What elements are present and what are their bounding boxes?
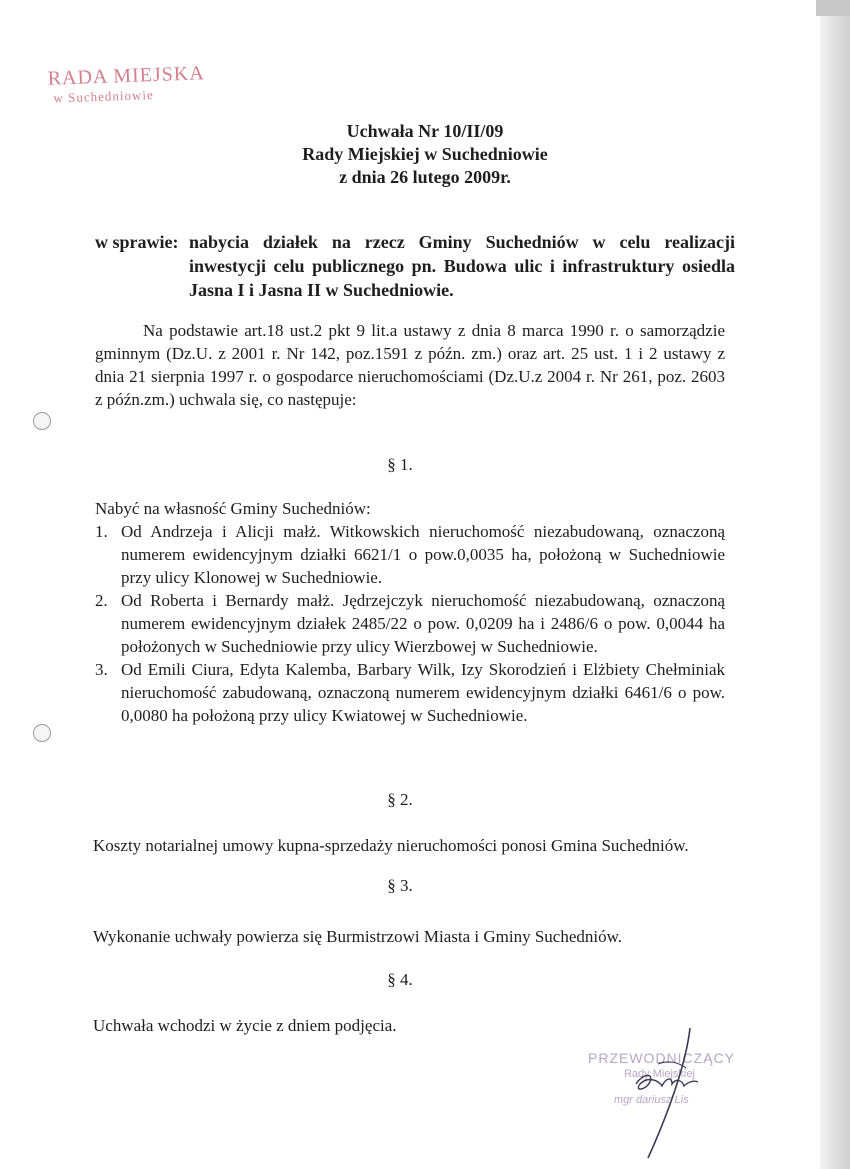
resolution-date: z dnia 26 lutego 2009r. [339, 167, 511, 187]
preamble: Na podstawie art.18 ust.2 pkt 9 lit.a ustawy z dnia 8 marca 1990 r. o samorządzie gminnym (Dz.U. z 2001 r. Nr 142, poz.1591 z późn. zm.) oraz art. 25 ust. 1 i 2 ustawy z dnia 21 sierpnia 1997 r. o gospodarce nieruchomościami (Dz.U.z 2004 r. Nr 261, poz. 2603 z późn.zm.) uchwala się, co następuje: [95, 321, 725, 409]
resolution-issuer: Rady Miejskiej w Suchedniowie [302, 144, 548, 164]
chairman-stamp-name: mgr dariusz Lis [614, 1094, 689, 1106]
parcel-list [95, 520, 725, 727]
chairman-stamp-org: Rady Miejskiej [624, 1068, 695, 1080]
subject-label: w sprawie: [95, 232, 179, 252]
punch-hole [33, 724, 51, 742]
resolution-number: Uchwała Nr 10/II/09 [346, 121, 504, 141]
section-2-text: Koszty notarialnej umowy kupna-sprzedaży nieruchomości ponosi Gmina Suchedniów. [93, 836, 689, 855]
list-item-number: 3. [95, 660, 108, 679]
section-1-intro: Nabyć na własność Gminy Suchedniów: [95, 499, 371, 518]
council-stamp [47, 63, 205, 104]
list-item-text: Od Roberta i Bernardy małż. Jędrzejczyk nieruchomość niezabudowaną, oznaczoną numerem ewidencyjnym działek 2485/22 o pow. 0,0209 ha i 2486/6 o pow. 0,0044 ha położonych w Suchedniowie przy ulicy Wierzbowej w Suchedniowie. [121, 591, 725, 656]
handwritten-signature [628, 1024, 718, 1164]
list-item [95, 589, 725, 658]
list-item-number: 1. [95, 522, 108, 541]
list-item [95, 520, 725, 589]
section-4-heading: § 4. [387, 970, 413, 989]
list-item-text: Od Andrzeja i Alicji małż. Witkowskich nieruchomość niezabudowaną, oznaczoną numerem ewidencyjnym działki 6621/1 o pow.0,0035 ha, położoną w Suchedniowie przy ulicy Klonowej w Suchedniowie. [121, 522, 725, 587]
list-item-number: 2. [95, 591, 108, 610]
list-item [95, 658, 725, 727]
section-4-text: Uchwała wchodzi w życie z dniem podjęcia. [93, 1016, 397, 1035]
subject-text: nabycia działek na rzecz Gminy Suchedniów w celu realizacji inwestycji celu publicznego pn. Budowa ulic i infrastruktury osiedla Jasna I i Jasna II w Suchedniowie. [189, 232, 735, 300]
list-item-text: Od Emili Ciura, Edyta Kalemba, Barbary Wilk, Izy Skorodzień i Elżbiety Chełminiak nieruchomość zabudowaną, oznaczoną numerem ewidencyjnym działki 6461/6 o pow. 0,0080 ha położoną przy ulicy Kwiatowej w Suchedniowie. [121, 660, 725, 725]
chairman-stamp-title: PRZEWODNICZĄCY [588, 1050, 735, 1066]
punch-hole [33, 412, 51, 430]
section-1-heading: § 1. [387, 455, 413, 474]
council-stamp-title: RADA MIEJSKA [47, 62, 206, 90]
subject-block [95, 230, 735, 302]
section-3-text: Wykonanie uchwały powierza się Burmistrzowi Miasta i Gminy Suchedniów. [93, 927, 623, 946]
section-3-heading: § 3. [387, 876, 413, 895]
section-2-heading: § 2. [387, 790, 413, 809]
council-stamp-place: w Suchedniowie [53, 87, 154, 106]
scan-edge-corner [816, 0, 850, 16]
